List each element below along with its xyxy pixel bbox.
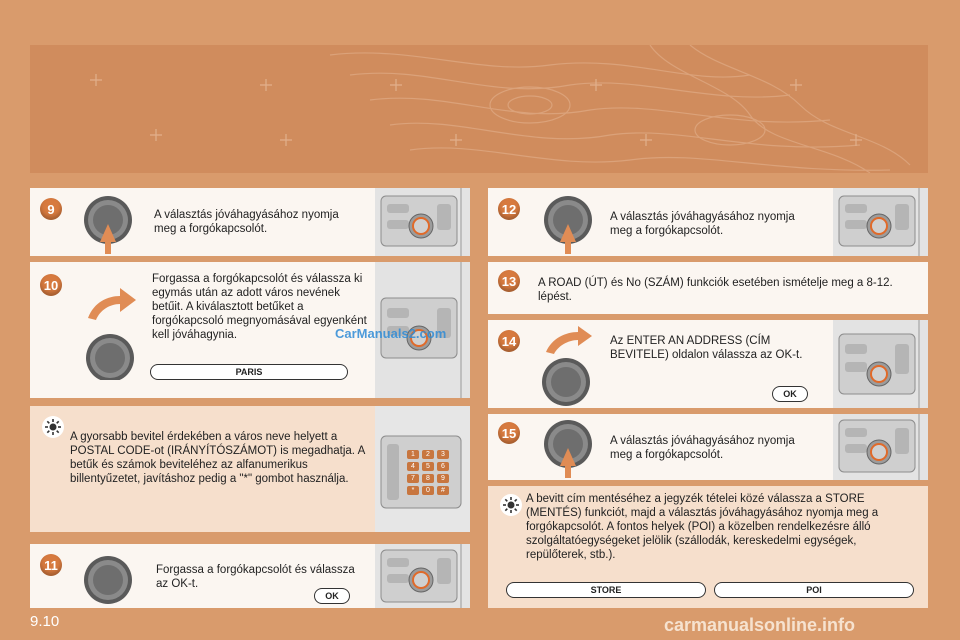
rotary-knob-rotate-icon: [80, 552, 144, 606]
step-11-card: [30, 544, 470, 608]
step-14-text: Az ENTER AN ADDRESS (CÍM BEVITELE) oldalon válassza az OK-t.: [610, 335, 803, 361]
rotary-knob-press-icon: [538, 192, 602, 256]
step-number-badge: 15: [498, 422, 520, 444]
step-9-card: [30, 188, 470, 256]
step-number-badge: 10: [40, 274, 62, 296]
rotary-knob-press-icon: [538, 416, 602, 480]
control-panel-image: [833, 320, 928, 408]
keypad-key[interactable]: 8: [422, 474, 434, 483]
step-number-badge: 9: [40, 198, 62, 220]
keypad-key[interactable]: *: [407, 486, 419, 495]
step-9-text: A választás jóváhagyásához nyomja meg a forgókapcsolót.: [154, 209, 339, 235]
step-12-card: [488, 188, 928, 256]
step-11-text: Forgassa a forgókapcsolót és válassza az OK-t.: [156, 564, 355, 590]
rotary-knob-rotate-icon: [538, 326, 602, 408]
keypad-key[interactable]: 1: [407, 450, 419, 459]
step-number-badge: 11: [40, 554, 62, 576]
store-button[interactable]: STORE: [506, 582, 706, 598]
step-12-text: A választás jóváhagyásához nyomja meg a forgókapcsolót.: [610, 211, 795, 237]
keypad-key[interactable]: #: [437, 486, 449, 495]
step-number-badge: 13: [498, 270, 520, 292]
keypad-key[interactable]: 0: [422, 486, 434, 495]
keypad-key[interactable]: 7: [407, 474, 419, 483]
step-15-text: A választás jóváhagyásához nyomja meg a forgókapcsolót.: [610, 435, 795, 461]
step-number-badge: 12: [498, 198, 520, 220]
keypad-image: [375, 406, 470, 532]
keypad-key[interactable]: 5: [422, 462, 434, 471]
step-number-badge: 14: [498, 330, 520, 352]
step-13-text: A ROAD (ÚT) és No (SZÁM) funkciók esetében ismételje meg a 8-12. lépést.: [538, 277, 893, 303]
keypad-key[interactable]: 4: [407, 462, 419, 471]
keypad-key[interactable]: 9: [437, 474, 449, 483]
step-10-text: Forgassa a forgókapcsolót és válassza ki egymás után az adott város nevének betűit. A kiválasztott betűket a forgókapcsoló megnyomásával egyenként kell jóváhagynia.: [152, 273, 367, 341]
control-panel-image: [375, 544, 470, 608]
control-panel-image: [375, 188, 470, 256]
step-15-card: [488, 414, 928, 480]
tip-lightbulb-icon: [500, 494, 522, 516]
paris-button[interactable]: PARIS: [150, 364, 348, 380]
alphanumeric-keypad: [407, 450, 449, 495]
footer-watermark: carmanualsonline.info: [664, 615, 856, 635]
ok-button[interactable]: OK: [772, 386, 808, 402]
rotary-knob-rotate-icon: [80, 284, 144, 380]
control-panel-image: [833, 414, 928, 480]
rotary-knob-press-icon: [78, 192, 142, 256]
step-14-card: [488, 320, 928, 408]
keypad-key[interactable]: 3: [437, 450, 449, 459]
watermark-text: CarManuals2.com: [335, 326, 447, 341]
step-13-card: [488, 262, 928, 314]
tip-lightbulb-icon: [42, 416, 64, 438]
tip-store-poi-text: A bevitt cím mentéséhez a jegyzék tételei közé válassza a STORE (MENTÉS) funkciót, majd a választás jóváhagyásához nyomja meg a forgókapcsolót. A fontos helyek (POI) a közelben rendelkezésre álló szolgáltatóegységeket jelölik (szállodák, kereskedelmi egységek, repülőterek, stb.).: [526, 493, 879, 561]
tip-postal-code-text: A gyorsabb bevitel érdekében a város neve helyett a POSTAL CODE-ot (IRÁNYÍTÓSZÁMOT) is megadhatja. A betűk és számok beviteléhez az alfanumerikus billentyűzetet, javításhoz pedig a "*" gombot használja.: [70, 431, 365, 485]
map-banner: [30, 45, 928, 173]
keypad-key[interactable]: 2: [422, 450, 434, 459]
tip-card-store-poi: [488, 486, 928, 608]
tip-card-postal-code: [30, 406, 470, 532]
page-number: 9.10: [30, 613, 60, 630]
poi-button[interactable]: POI: [714, 582, 914, 598]
keypad-key[interactable]: 6: [437, 462, 449, 471]
control-panel-image: [833, 188, 928, 256]
ok-button[interactable]: OK: [314, 588, 350, 604]
